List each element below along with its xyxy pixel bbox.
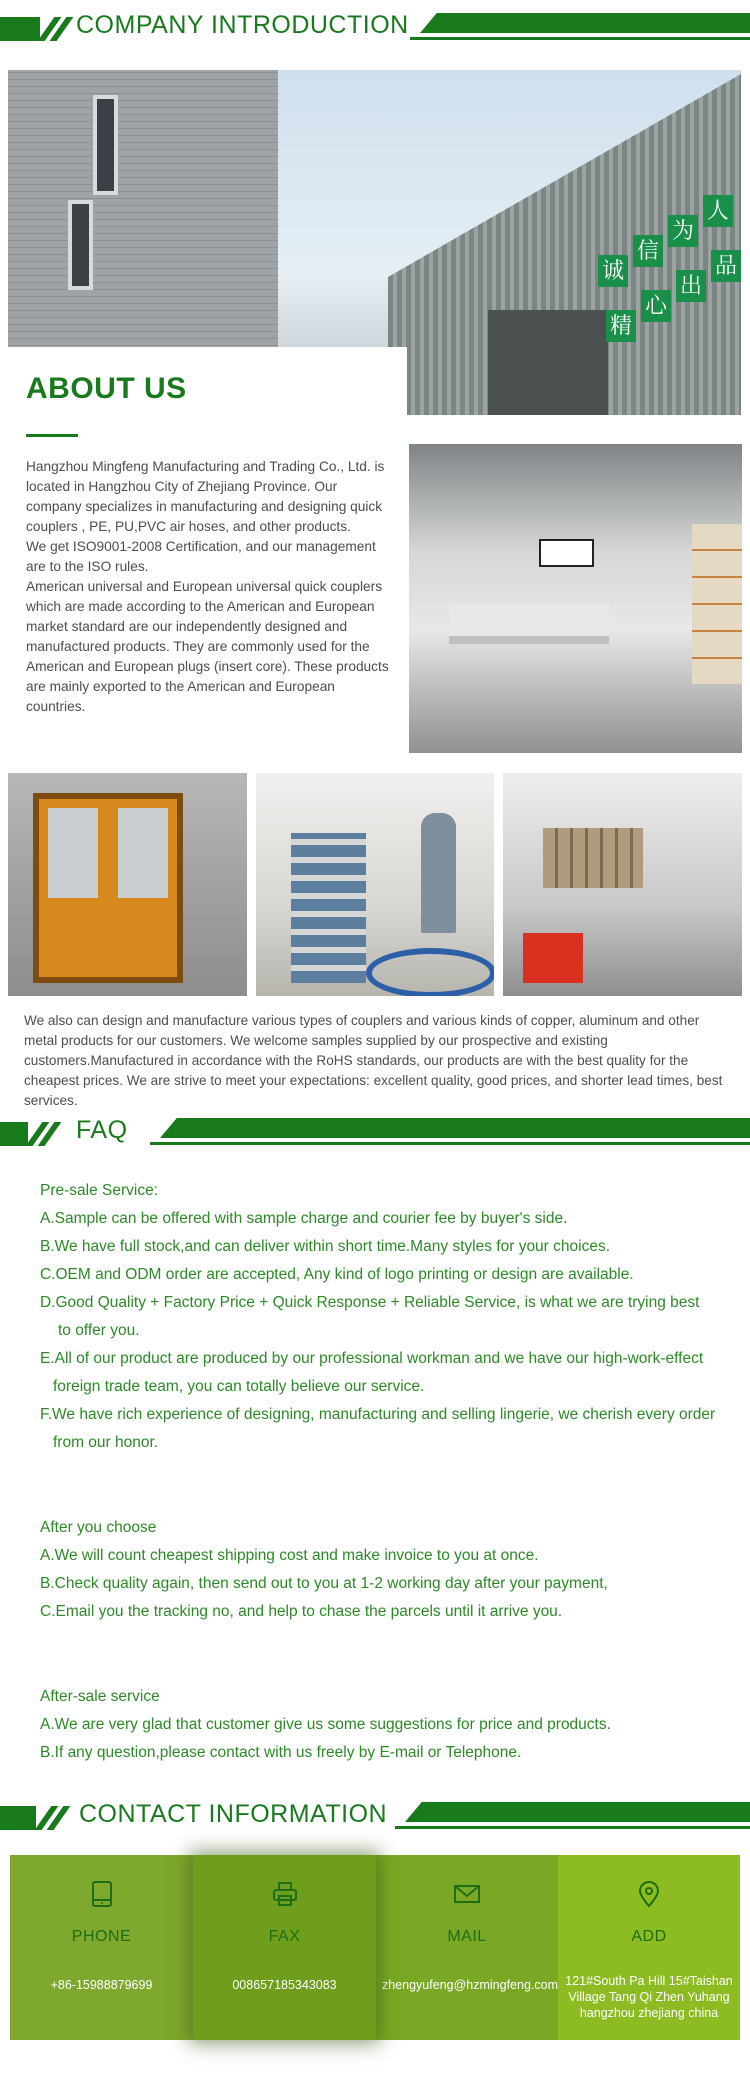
faq-item: A.Sample can be offered with sample charge and courier fee by buyer's side. (40, 1210, 568, 1227)
faq-item: B.We have full stock,and can deliver within short time.Many styles for your choices. (40, 1238, 611, 1255)
faq-item: A.We will count cheapest shipping cost and make invoice to you at once. (40, 1547, 539, 1564)
machine-window (118, 808, 168, 898)
contact-banner (0, 1797, 750, 1831)
company-intro-banner (0, 8, 750, 42)
faq-item: D.Good Quality + Factory Price + Quick Response + Reliable Service, is what we are trying best (40, 1294, 700, 1311)
office-shelf (692, 524, 742, 684)
factory-sign-char: 诚 (598, 255, 628, 287)
faq-item-cont: foreign trade team, you can totally believe our service. (53, 1378, 425, 1395)
hose-spools (543, 828, 643, 888)
factory-sign-char: 精 (606, 310, 636, 342)
faq-heading: After you choose (40, 1519, 157, 1536)
contact-value: 121#South Pa Hill 15#Taishan Village Tang Qi Zhen Yuhang hangzhou zhejiang china (565, 1974, 733, 2020)
factory-sign-char: 出 (676, 270, 706, 302)
workshop-photo-1 (8, 773, 247, 996)
window (68, 200, 93, 290)
banner-right-bar (405, 1802, 750, 1822)
section-title: FAQ (76, 1116, 128, 1144)
faq-item: C.Email you the tracking no, and help to chase the parcels until it arrive you. (40, 1603, 563, 1620)
phone-icon (87, 1879, 117, 1909)
about-paragraph: Hangzhou Mingfeng Manufacturing and Trading Co., Ltd. is located in Hangzhou City of Zhejiang Province. Our company specializes in manufacturing and designing quick couplers , PE, PU,PVC air hoses, and other products. (26, 459, 385, 534)
banner-left-bar (0, 1806, 36, 1830)
coupler-rack (291, 833, 366, 983)
faq-item: F.We have rich experience of designing, manufacturing and selling lingerie, we cherish every order (40, 1406, 716, 1423)
location-icon (634, 1879, 664, 1909)
faq-banner (0, 1113, 750, 1147)
contact-value[interactable]: zhengyufeng@hzmingfeng.com (382, 1978, 558, 1992)
workshop-photo-2 (256, 773, 494, 996)
contact-label: MAIL (447, 1928, 487, 1945)
banner-right-bar (160, 1118, 750, 1138)
banner-right-line (150, 1142, 750, 1145)
about-title: ABOUT US (26, 372, 187, 405)
factory-sign-char: 人 (703, 195, 733, 227)
contact-label: PHONE (71, 1928, 132, 1945)
banner-left-bar (0, 1122, 28, 1146)
contact-cards (10, 1855, 740, 2040)
factory-sign-char: 为 (668, 215, 698, 247)
about-paragraph: American universal and European universal quick couplers which are made according to the American and European market standard are our independently designed and manufactured products. They are commonly used for the American and European plugs (insert core). These products are mainly exported to the American and European countries. (26, 579, 389, 714)
factory-sign-char: 心 (641, 290, 671, 322)
banner-left-bar (0, 17, 40, 41)
factory-door (488, 310, 608, 415)
faq-item: A.We are very glad that customer give us some suggestions for price and products. (40, 1716, 611, 1733)
intro-text: We also can design and manufacture various types of couplers and various kinds of copper, aluminum and other metal products for our customers. We welcome samples supplied by our prospective and existing customers.Manufactured in accordance with the RoHS standards, our products are with the best quality for the cheapest prices. We are strive to meet your expectations: excellent quality, good prices, and shorter lead times, best services. (24, 1013, 723, 1108)
workshop-photo-3 (503, 773, 742, 996)
section-title: COMPANY INTRODUCTION (76, 11, 409, 39)
faq-item: E.All of our product are produced by our professional workman and we have our high-work-effect (40, 1350, 704, 1367)
hose-coil (366, 948, 494, 996)
faq-pre-sale (40, 1177, 740, 1457)
about-underline (26, 434, 78, 437)
faq-after-sale (40, 1683, 740, 1767)
contact-value[interactable]: +86-15988879699 (50, 1978, 153, 1992)
faq-item: C.OEM and ODM order are accepted, Any kind of logo printing or design are available. (40, 1266, 634, 1283)
about-paragraph: We get ISO9001-2008 Certification, and our management are to the ISO rules. (26, 539, 376, 574)
contact-value[interactable]: 008657185343083 (232, 1978, 337, 1992)
faq-item-cont: from our honor. (53, 1434, 159, 1451)
office-photo (409, 444, 742, 753)
contact-card-address (558, 1855, 740, 2040)
contact-card-fax (193, 1855, 376, 2040)
factory-sign-char: 品 (711, 250, 741, 282)
faq-item: B.If any question,please contact with us freely by E-mail or Telephone. (40, 1744, 522, 1761)
section-title: CONTACT INFORMATION (79, 1800, 388, 1828)
wall-frame (539, 539, 594, 567)
banner-right-bar (420, 13, 750, 33)
machine-window (48, 808, 98, 898)
banner-right-line (395, 1826, 750, 1829)
faq-after-choose (40, 1514, 740, 1626)
faq-item-cont: to offer you. (58, 1322, 140, 1339)
about-text (26, 457, 392, 717)
contact-card-phone (10, 1855, 193, 2040)
worker (421, 813, 456, 933)
fax-icon (270, 1879, 300, 1909)
window (93, 95, 118, 195)
faq-item: B.Check quality again, then send out to you at 1-2 working day after your payment, (40, 1575, 608, 1592)
faq-heading: Pre-sale Service: (40, 1182, 159, 1199)
faq-heading: After-sale service (40, 1688, 160, 1705)
red-bin (523, 933, 583, 983)
contact-label: ADD (631, 1928, 667, 1945)
mail-icon (452, 1879, 482, 1909)
contact-label: FAX (268, 1928, 301, 1945)
banner-right-line (410, 37, 750, 40)
factory-sign-char: 信 (633, 235, 663, 267)
office-desk (449, 604, 609, 644)
contact-card-mail (376, 1855, 558, 2040)
